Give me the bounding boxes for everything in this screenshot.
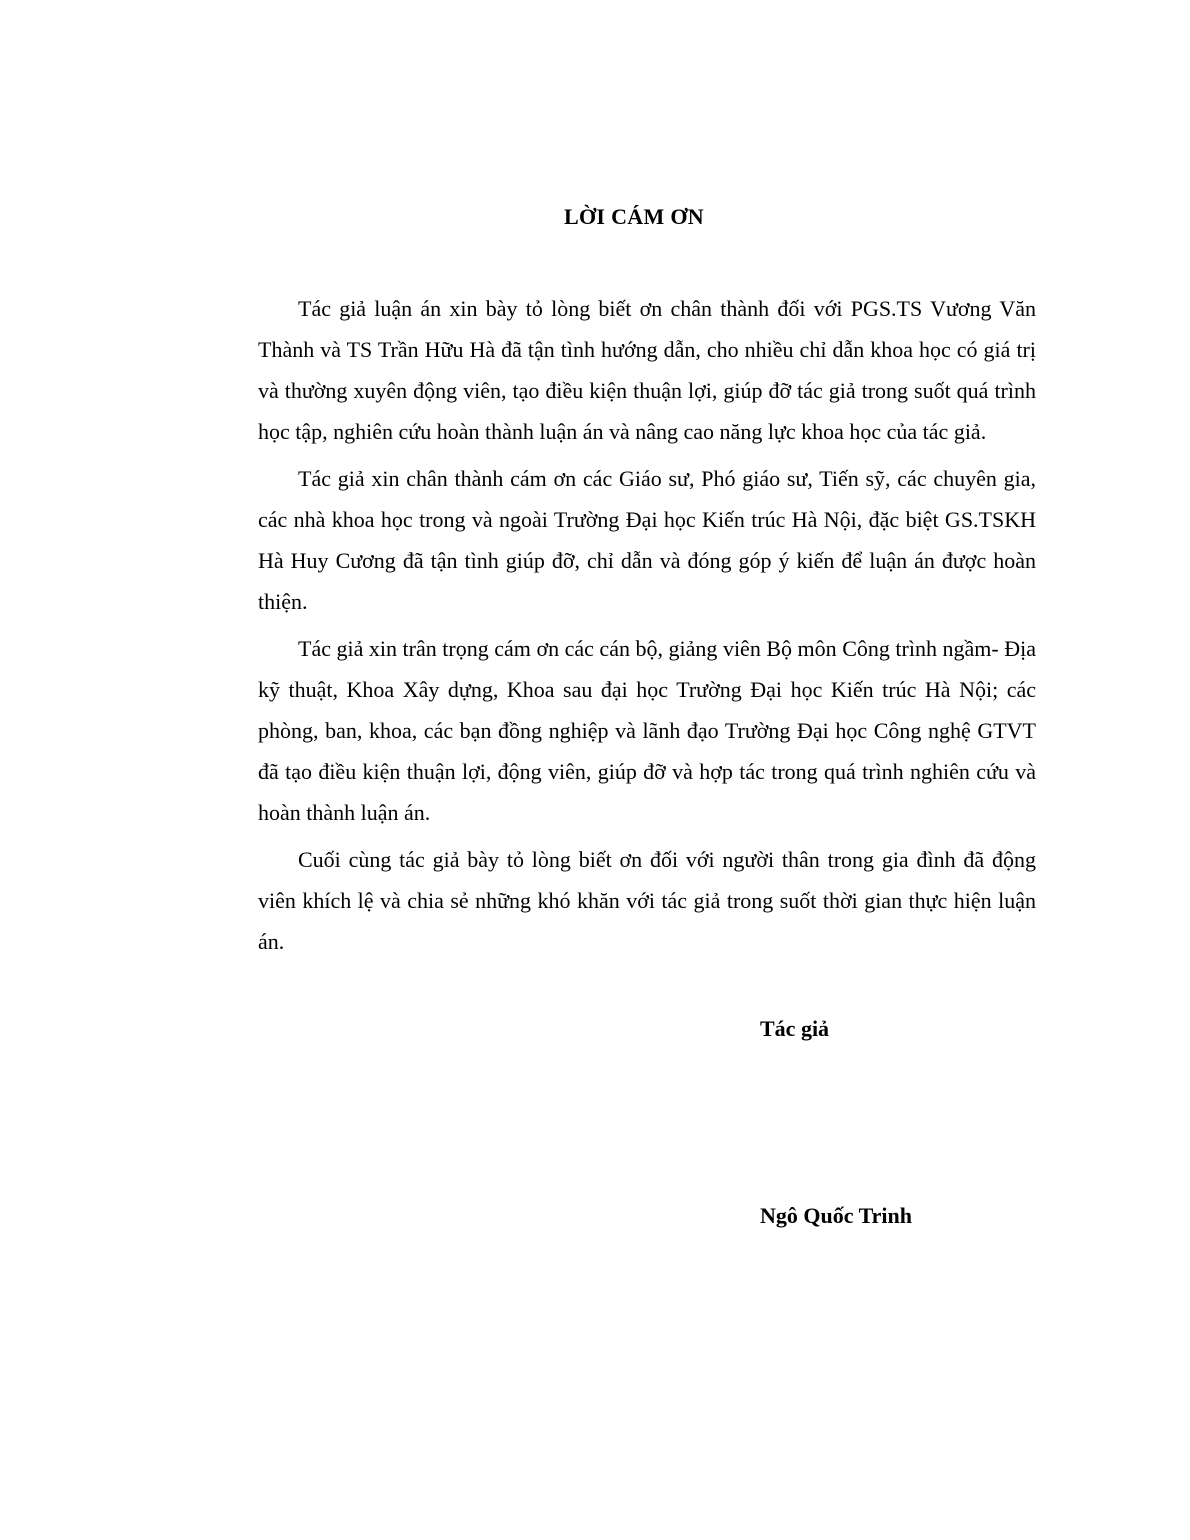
signature-role: Tác giả <box>760 1016 830 1041</box>
paragraph-1: Tác giả luận án xin bày tỏ lòng biết ơn chân thành đối với PGS.TS Vương Văn Thành và TS Trần Hữu Hà đã tận tình hướng dẫn, cho nhiều chỉ dẫn khoa học có giá trị và thường xuyên động viên, tạo điều kiện thuận lợi, giúp đỡ tác giả trong suốt quá trình học tập, nghiên cứu hoàn thành luận án và nâng cao năng lực khoa học của tác giả. <box>258 296 1036 444</box>
acknowledgement-body <box>258 288 1036 968</box>
signature-name: Ngô Quốc Trinh <box>760 1203 912 1228</box>
paragraph-4: Cuối cùng tác giả bày tỏ lòng biết ơn đối với người thân trong gia đình đã động viên khích lệ và chia sẻ những khó khăn với tác giả trong suốt thời gian thực hiện luận án. <box>258 847 1036 954</box>
page-title: LỜI CÁM ƠN <box>564 204 704 229</box>
paragraph-3: Tác giả xin trân trọng cám ơn các cán bộ, giảng viên Bộ môn Công trình ngầm- Địa kỹ thuật, Khoa Xây dựng, Khoa sau đại học Trường Đại học Kiến trúc Hà Nội; các phòng, ban, khoa, các bạn đồng nghiệp và lãnh đạo Trường Đại học Công nghệ GTVT đã tạo điều kiện thuận lợi, động viên, giúp đỡ và hợp tác trong quá trình nghiên cứu và hoàn thành luận án. <box>258 636 1036 825</box>
paragraph-2: Tác giả xin chân thành cám ơn các Giáo sư, Phó giáo sư, Tiến sỹ, các chuyên gia, các nhà khoa học trong và ngoài Trường Đại học Kiến trúc Hà Nội, đặc biệt GS.TSKH Hà Huy Cương đã tận tình giúp đỡ, chỉ dẫn và đóng góp ý kiến để luận án được hoàn thiện. <box>258 466 1036 614</box>
